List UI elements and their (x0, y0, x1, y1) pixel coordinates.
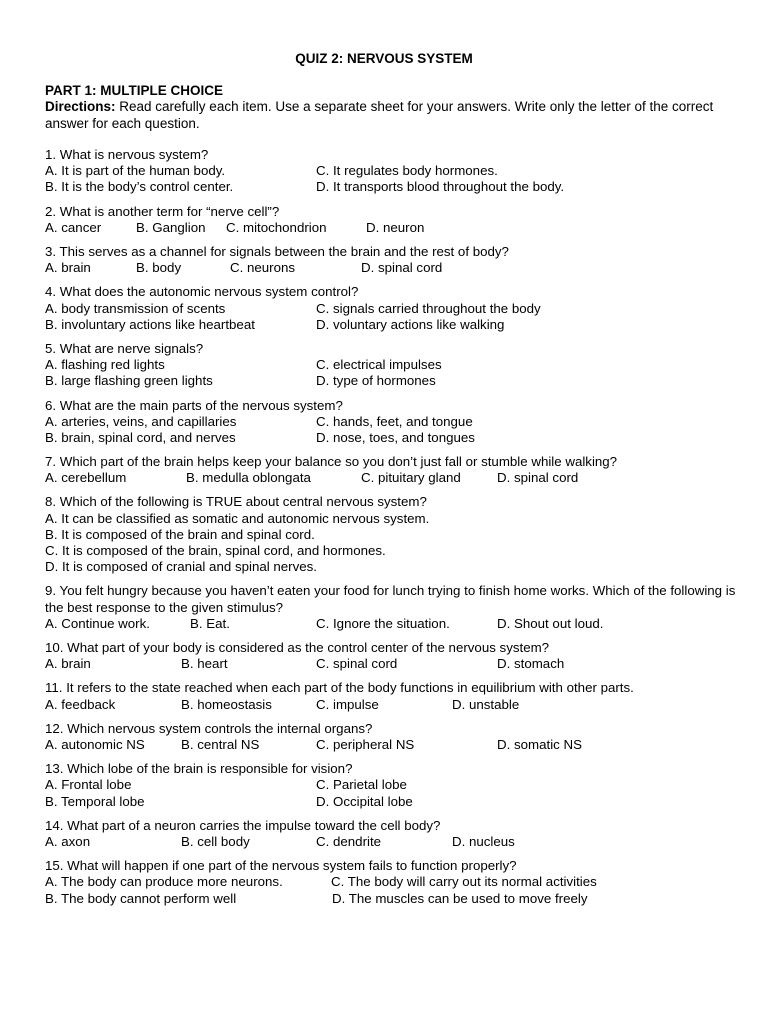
choice-row (45, 220, 745, 236)
choice-row (45, 559, 745, 575)
choice-row (45, 697, 745, 713)
answer-choice: D. nose, toes, and tongues (316, 429, 475, 445)
answer-choice: A. body transmission of scents (45, 300, 226, 316)
answer-choice: B. medulla oblongata (186, 470, 311, 486)
question-text: 8. Which of the following is TRUE about central nervous system? (45, 494, 427, 510)
choice-row (45, 777, 745, 793)
choice-row (45, 656, 745, 672)
question-4 (45, 284, 745, 333)
answer-choice: D. Shout out loud. (497, 615, 604, 631)
answer-choice: A. It is part of the human body. (45, 163, 226, 179)
question-text: 10. What part of your body is considered as the control center of the nervous system? (45, 640, 550, 656)
answer-choice: C. hands, feet, and tongue (316, 413, 473, 429)
answer-choice: A. Continue work. (45, 615, 150, 631)
question-text: 5. What are nerve signals? (45, 340, 204, 356)
answer-choice: C. impulse (316, 696, 379, 712)
choice-row (45, 527, 745, 543)
answer-choice: A. cerebellum (45, 470, 127, 486)
choice-row (45, 179, 745, 195)
answer-choice: C. spinal cord (316, 656, 398, 672)
choice-row (45, 891, 745, 907)
answer-choice: B. It is the body’s control center. (45, 179, 234, 195)
question-text: 7. Which part of the brain helps keep your balance so you don’t just fall or stumble while walking? (45, 454, 618, 470)
choice-row (45, 737, 745, 753)
question-text: 6. What are the main parts of the nervous system? (45, 397, 343, 413)
directions-text: Read carefully each item. Use a separate sheet for your answers. Write only the letter of the correct answer for each question. (45, 99, 714, 131)
choice-row (45, 163, 745, 179)
answer-choice: D. somatic NS (497, 737, 582, 753)
answer-choice: A. Frontal lobe (45, 777, 132, 793)
answer-choice: D. nucleus (452, 833, 515, 849)
answer-choice: B. heart (181, 656, 228, 672)
choice-row (45, 357, 745, 373)
answer-choice: B. central NS (181, 737, 260, 753)
answer-choice: C. mitochondrion (226, 219, 327, 235)
question-text: 15. What will happen if one part of the nervous system fails to function properly? (45, 858, 517, 874)
question-text: 4. What does the autonomic nervous system control? (45, 284, 359, 300)
question-5 (45, 341, 745, 390)
choice-row (45, 511, 745, 527)
quiz-title: QUIZ 2: NERVOUS SYSTEM (295, 51, 473, 66)
question-text: 9. You felt hungry because you haven’t eaten your food for lunch trying to finish home works. Which of the following is the best response to the given stimulus? (45, 583, 736, 615)
question-text: 11. It refers to the state reached when each part of the body functions in equilibrium with other parts. (45, 680, 634, 696)
question-text: 1. What is nervous system? (45, 147, 209, 162)
answer-choice: C. dendrite (316, 833, 382, 849)
answer-choice: B. Temporal lobe (45, 793, 145, 809)
question-2 (45, 204, 745, 236)
directions (45, 99, 735, 132)
answer-choice: C. Parietal lobe (316, 777, 407, 793)
question-9 (45, 583, 745, 632)
answer-choice: C. Ignore the situation. (316, 615, 450, 631)
question-text: 14. What part of a neuron carries the impulse toward the cell body? (45, 817, 441, 833)
answer-choice: D. type of hormones (316, 373, 436, 389)
answer-choice: D. It transports blood throughout the body. (316, 179, 565, 195)
choice-row (45, 834, 745, 850)
question-14 (45, 818, 745, 850)
question-text: 12. Which nervous system controls the internal organs? (45, 720, 373, 736)
answer-choice: B. Eat. (190, 615, 230, 631)
answer-choice: B. homeostasis (181, 696, 272, 712)
answer-choice: C. It regulates body hormones. (316, 163, 498, 179)
answer-choice: C. The body will carry out its normal activities (331, 874, 597, 890)
answer-choice: D. spinal cord (361, 260, 443, 276)
question-text: 2. What is another term for “nerve cell”? (45, 203, 280, 219)
choice-row (45, 414, 745, 430)
answer-choice: C. neurons (230, 260, 296, 276)
question-8 (45, 494, 745, 575)
choice-row (45, 874, 745, 890)
answer-choice: B. large flashing green lights (45, 373, 213, 389)
answer-choice: C. peripheral NS (316, 737, 415, 753)
answer-choice: A. cancer (45, 219, 102, 235)
question-15 (45, 858, 745, 907)
answer-choice: B. cell body (181, 833, 250, 849)
answer-choice: D. neuron (366, 219, 425, 235)
answer-choice: D. It is composed of cranial and spinal nerves. (45, 559, 317, 575)
choice-row (45, 317, 745, 333)
answer-choice: C. electrical impulses (316, 357, 442, 373)
answer-choice: B. It is composed of the brain and spinal cord. (45, 526, 315, 542)
answer-choice: A. arteries, veins, and capillaries (45, 413, 237, 429)
answer-choice: A. It can be classified as somatic and autonomic nervous system. (45, 510, 430, 526)
question-10 (45, 640, 745, 672)
answer-choice: C. signals carried throughout the body (316, 300, 541, 316)
choice-row (45, 301, 745, 317)
choice-row (45, 260, 745, 276)
part-heading: PART 1: MULTIPLE CHOICE (45, 83, 223, 98)
answer-choice: D. spinal cord (497, 470, 579, 486)
question-6 (45, 398, 745, 447)
answer-choice: B. body (136, 260, 182, 276)
answer-choice: C. It is composed of the brain, spinal cord, and hormones. (45, 543, 386, 559)
choice-row (45, 794, 745, 810)
answer-choice: D. unstable (452, 696, 520, 712)
answer-choice: A. brain (45, 656, 91, 672)
question-11 (45, 680, 745, 712)
answer-choice: A. feedback (45, 696, 116, 712)
question-13 (45, 761, 745, 810)
answer-choice: A. flashing red lights (45, 357, 165, 373)
question-7 (45, 454, 745, 486)
question-text: 13. Which lobe of the brain is responsible for vision? (45, 761, 353, 777)
answer-choice: A. The body can produce more neurons. (45, 874, 283, 890)
answer-choice: B. involuntary actions like heartbeat (45, 316, 255, 332)
answer-choice: D. Occipital lobe (316, 793, 413, 809)
directions-label: Directions: (45, 99, 116, 114)
choice-row (45, 430, 745, 446)
answer-choice: A. axon (45, 833, 91, 849)
question-text: 3. This serves as a channel for signals between the brain and the rest of body? (45, 243, 509, 259)
question-list (45, 147, 745, 915)
answer-choice: D. The muscles can be used to move freely (332, 890, 588, 906)
answer-choice: B. brain, spinal cord, and nerves (45, 429, 236, 445)
answer-choice: B. Ganglion (136, 219, 206, 235)
choice-row (45, 470, 745, 486)
choice-row (45, 543, 745, 559)
answer-choice: D. stomach (497, 656, 565, 672)
choice-row (45, 373, 745, 389)
answer-choice: A. brain (45, 260, 91, 276)
question-1 (45, 147, 745, 196)
choice-row (45, 616, 745, 632)
question-3 (45, 244, 745, 276)
answer-choice: A. autonomic NS (45, 737, 145, 753)
answer-choice: C. pituitary gland (361, 470, 461, 486)
answer-choice: D. voluntary actions like walking (316, 316, 505, 332)
question-12 (45, 721, 745, 753)
answer-choice: B. The body cannot perform well (45, 890, 237, 906)
